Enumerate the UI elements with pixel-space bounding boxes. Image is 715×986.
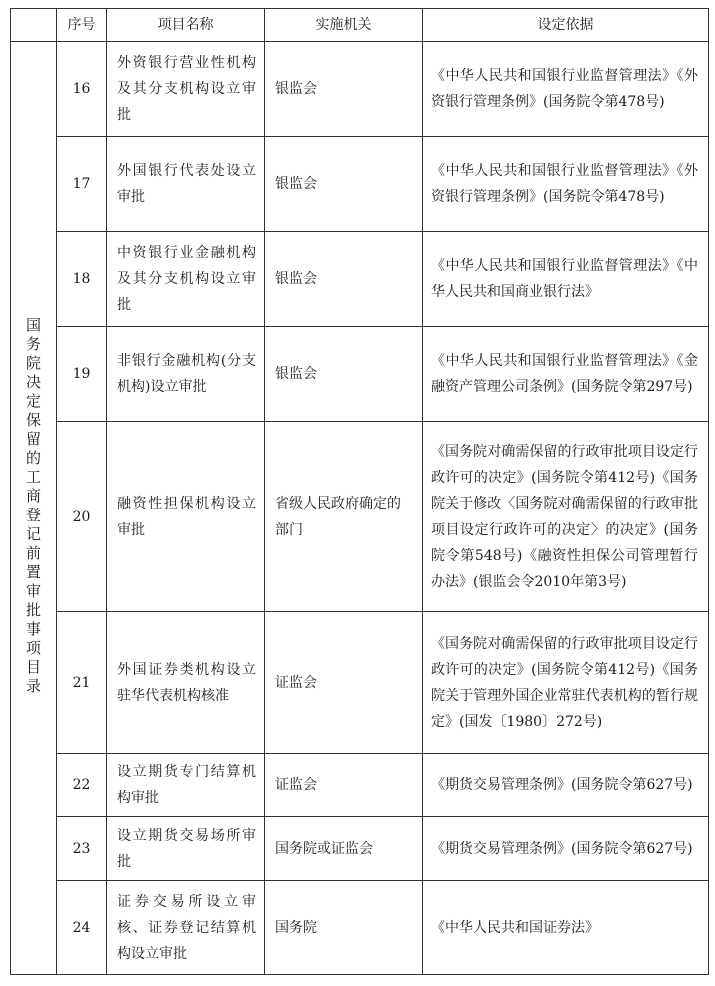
table-row [11,754,709,817]
agency: 国务院或证监会 [265,817,423,881]
approval-items-table [10,8,709,975]
agency: 国务院 [265,881,423,975]
item-name: 融资性担保机构设立审批 [107,422,265,612]
category-label: 国务院决定保留的工商登记前置审批事项目录 [25,316,41,695]
row-number: 16 [57,42,107,137]
item-name: 外国证券类机构设立驻华代表机构核准 [107,612,265,754]
header-no: 序号 [57,9,107,42]
header-name: 项目名称 [107,9,265,42]
item-name: 中资银行业金融机构及其分支机构设立审批 [107,232,265,327]
legal-basis: 《中华人民共和国银行业监督管理法》《中华人民共和国商业银行法》 [423,232,709,327]
item-name: 设立期货交易场所审批 [107,817,265,881]
table-row [11,137,709,232]
legal-basis: 《期货交易管理条例》(国务院令第627号) [423,817,709,881]
item-name: 设立期货专门结算机构审批 [107,754,265,817]
row-number: 20 [57,422,107,612]
item-name: 证券交易所设立审核、证券登记结算机构设立审批 [107,881,265,975]
agency: 银监会 [265,232,423,327]
table-row [11,612,709,754]
row-number: 19 [57,327,107,422]
agency: 银监会 [265,137,423,232]
category-cell [11,42,57,975]
agency: 省级人民政府确定的部门 [265,422,423,612]
item-name: 外资银行营业性机构及其分支机构设立审批 [107,42,265,137]
legal-basis: 《国务院对确需保留的行政审批项目设定行政许可的决定》(国务院令第412号)《国务院关于管理外国企业常驻代表机构的暂行规定》(国发〔1980〕272号) [423,612,709,754]
item-name: 外国银行代表处设立审批 [107,137,265,232]
legal-basis: 《中华人民共和国银行业监督管理法》《外资银行管理条例》(国务院令第478号) [423,137,709,232]
legal-basis: 《国务院对确需保留的行政审批项目设定行政许可的决定》(国务院令第412号)《国务院关于修改〈国务院对确需保留的行政审批项目设定行政许可的决定〉的决定》(国务院令第548号)《融资性担保公司管理暂行办法》(银监会令2010年第3号) [423,422,709,612]
row-number: 17 [57,137,107,232]
legal-basis: 《期货交易管理条例》(国务院令第627号) [423,754,709,817]
legal-basis: 《中华人民共和国银行业监督管理法》《金融资产管理公司条例》(国务院令第297号) [423,327,709,422]
agency: 证监会 [265,612,423,754]
header-category [11,9,57,42]
table-row [11,327,709,422]
table-row [11,817,709,881]
row-number: 24 [57,881,107,975]
header-row [11,9,709,42]
legal-basis: 《中华人民共和国银行业监督管理法》《外资银行管理条例》(国务院令第478号) [423,42,709,137]
item-name: 非银行金融机构(分支机构)设立审批 [107,327,265,422]
agency: 银监会 [265,42,423,137]
row-number: 21 [57,612,107,754]
row-number: 22 [57,754,107,817]
header-agency: 实施机关 [265,9,423,42]
table-row [11,42,709,137]
table-row [11,232,709,327]
row-number: 18 [57,232,107,327]
row-number: 23 [57,817,107,881]
header-basis: 设定依据 [423,9,709,42]
table-row [11,422,709,612]
legal-basis: 《中华人民共和国证券法》 [423,881,709,975]
agency: 证监会 [265,754,423,817]
table-row [11,881,709,975]
agency: 银监会 [265,327,423,422]
